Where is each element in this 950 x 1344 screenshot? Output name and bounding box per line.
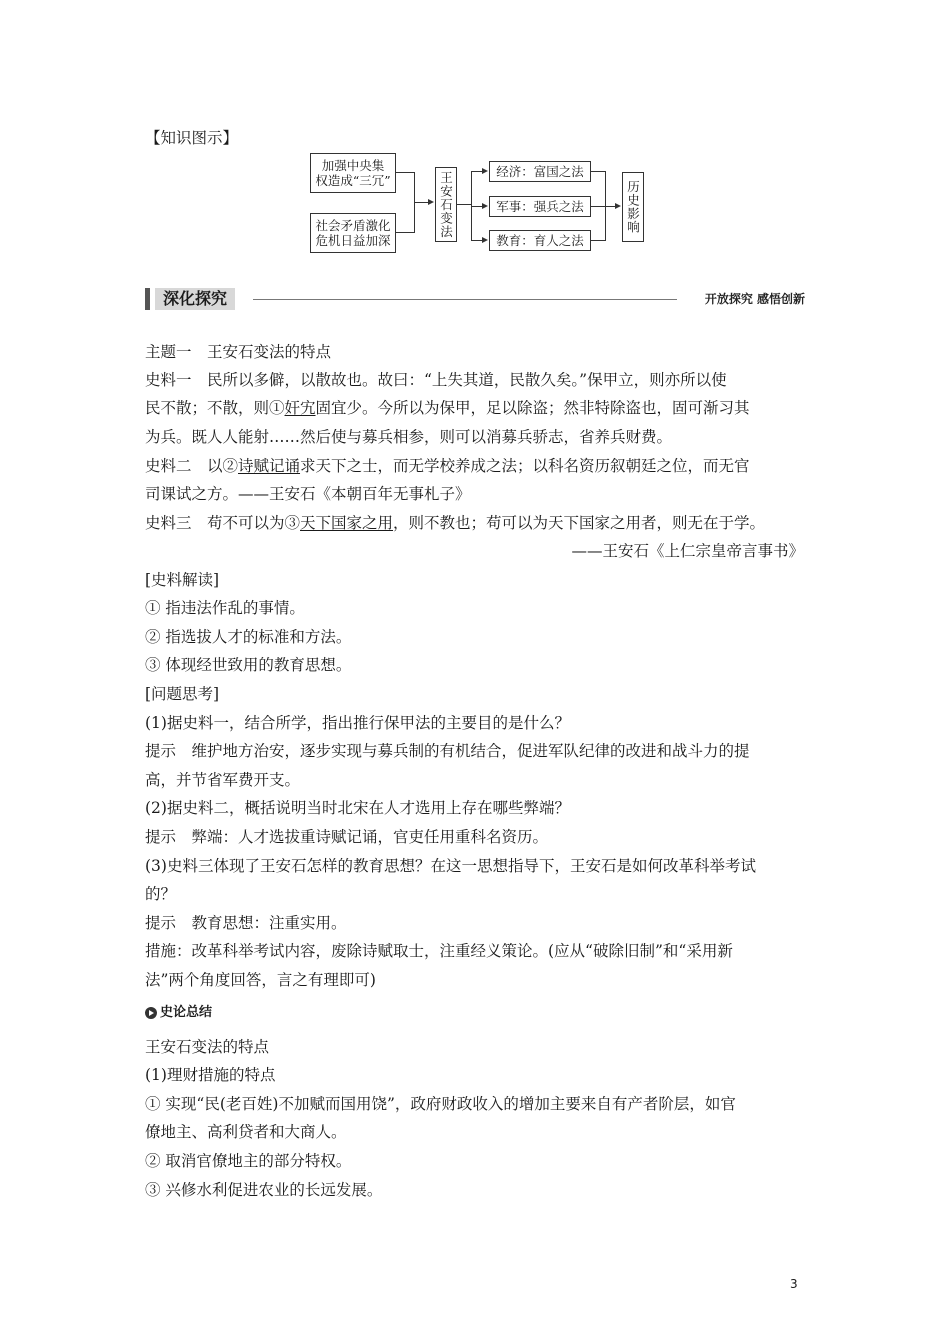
- source-1-line-2: [145, 398, 750, 418]
- result-box-text: 历史影响: [625, 180, 641, 234]
- source-2-text: 史料二 以②: [145, 457, 239, 475]
- cause-box-2-line2: 危机日益加深: [315, 233, 391, 248]
- source-1-text: 民不散；不散，则①: [145, 399, 285, 417]
- connector: [605, 206, 615, 207]
- branch-box-education: [489, 230, 591, 251]
- summary-title: 王安石变法的特点: [145, 1038, 270, 1056]
- answer-1-line-1: 提示 维护地方治安，逐步实现与募兵制的有机结合，促进军队纪律的改进和战斗力的提: [145, 742, 750, 760]
- source-2-underlined: 诗赋记诵: [238, 457, 301, 475]
- source-3-citation: ——王安石《上仁宗皇帝言事书》: [571, 542, 804, 560]
- connector: [471, 240, 482, 241]
- arrow-icon: [615, 203, 621, 209]
- branch-box-economy-text: 经济：富国之法: [496, 164, 584, 179]
- section-header: [145, 286, 805, 312]
- section-tagline: 开放探究 感悟创新: [704, 292, 805, 306]
- questions-heading: [问题思考]: [145, 685, 220, 703]
- summary-heading-text: 史论总结: [160, 1005, 213, 1020]
- arrow-icon: [482, 203, 488, 209]
- arrow-icon: [428, 199, 434, 205]
- question-1: (1)据史料一，结合所学，指出推行保甲法的主要目的是什么？: [145, 714, 570, 732]
- connector: [471, 171, 482, 172]
- connector: [396, 232, 414, 233]
- summary-subtitle: (1)理财措施的特点: [145, 1066, 276, 1084]
- branch-box-military-text: 军事：强兵之法: [496, 199, 584, 214]
- branch-box-military: [489, 196, 591, 217]
- answer-3-line-3: 法”两个角度回答，言之有理即可): [145, 971, 376, 989]
- source-1-text: 固宜少。今所以为保甲，足以除盗；然非特除盗也，固可渐习其: [315, 399, 750, 417]
- source-2-line-1: [145, 456, 750, 476]
- summary-item-1-line-1: ① 实现“民(老百姓)不加赋而国用饶”，政府财政收入的增加主要来自有产者阶层，如官: [145, 1095, 736, 1113]
- connector: [591, 206, 605, 207]
- connector: [591, 240, 605, 241]
- summary-heading: [145, 1004, 212, 1022]
- source-1-line-1: 史料一 民所以多僻，以散故也。故曰：“上失其道，民散久矣。”保甲立，则亦所以使: [145, 371, 727, 389]
- summary-item-1-line-2: 僚地主、高利贷者和大商人。: [145, 1123, 347, 1141]
- interpretation-item: ③ 体现经世致用的教育思想。: [145, 656, 352, 674]
- cause-box-2-line1: 社会矛盾激化: [315, 218, 391, 233]
- cause-box-1: [310, 153, 396, 193]
- source-1-underlined: 奸宄: [284, 399, 316, 417]
- summary-item-3: ③ 兴修水利促进农业的长远发展。: [145, 1181, 383, 1199]
- play-circle-icon: [145, 1007, 157, 1019]
- connector: [414, 202, 428, 203]
- source-3-text: ，则不教也；苟可以为天下国家之用者，则无在于学。: [393, 514, 766, 532]
- question-2: (2)据史料二，概括说明当时北宋在人才选用上存在哪些弊端？: [145, 799, 570, 817]
- topic-heading: 主题一 王安石变法的特点: [145, 343, 332, 361]
- arrow-icon: [482, 168, 488, 174]
- section-rule: [253, 299, 677, 300]
- center-box: [435, 167, 457, 242]
- answer-1-line-2: 高，并节省军费开支。: [145, 771, 301, 789]
- section-title: 深化探究: [155, 288, 235, 310]
- source-2-text: 求天下之士，而无学校养成之法；以科名资历叙朝廷之位，而无官: [300, 457, 750, 475]
- source-3-line-1: [145, 513, 765, 533]
- source-2-line-2: 司课试之方。——王安石《本朝百年无事札子》: [145, 485, 471, 503]
- connector: [457, 204, 471, 205]
- source-1-line-3: 为兵。既人人能射……然后使与募兵相参，则可以消募兵骄志，省养兵财费。: [145, 428, 673, 446]
- answer-3-line-1: 提示 教育思想：注重实用。: [145, 914, 347, 932]
- section-marker: [145, 288, 150, 310]
- answer-2: 提示 弊端：人才选拔重诗赋记诵，官吏任用重科名资历。: [145, 828, 549, 846]
- center-box-text: 王安石变法: [438, 170, 454, 239]
- cause-box-2: [310, 213, 396, 253]
- question-3-line-2: 的？: [145, 885, 177, 903]
- answer-3-line-2: 措施：改革科举考试内容，废除诗赋取士，注重经义策论。(应从“破除旧制”和“采用新: [145, 942, 733, 960]
- branch-box-economy: [489, 161, 591, 182]
- source-3-underlined: 天下国家之用: [300, 514, 394, 532]
- interpretation-item: ① 指违法作乱的事情。: [145, 599, 305, 617]
- connector: [591, 171, 605, 172]
- source-3-text: 史料三 苟不可以为③: [145, 514, 301, 532]
- result-box: [622, 172, 644, 242]
- arrow-icon: [482, 237, 488, 243]
- question-3-line-1: (3)史料三体现了王安石怎样的教育思想？在这一思想指导下，王安石是如何改革科举考试: [145, 857, 756, 875]
- cause-box-1-line1: 加强中央集: [321, 158, 385, 173]
- connector: [471, 206, 482, 207]
- interpretation-heading: [史料解读]: [145, 571, 220, 589]
- connector: [396, 172, 414, 173]
- summary-item-2: ② 取消官僚地主的部分特权。: [145, 1152, 352, 1170]
- cause-box-1-line2: 权造成“三冗”: [315, 173, 391, 188]
- branch-box-education-text: 教育：育人之法: [496, 233, 584, 248]
- interpretation-item: ② 指选拔人才的标准和方法。: [145, 628, 352, 646]
- page-number: 3: [790, 1277, 798, 1291]
- diagram-label: 【知识图示】: [145, 129, 239, 147]
